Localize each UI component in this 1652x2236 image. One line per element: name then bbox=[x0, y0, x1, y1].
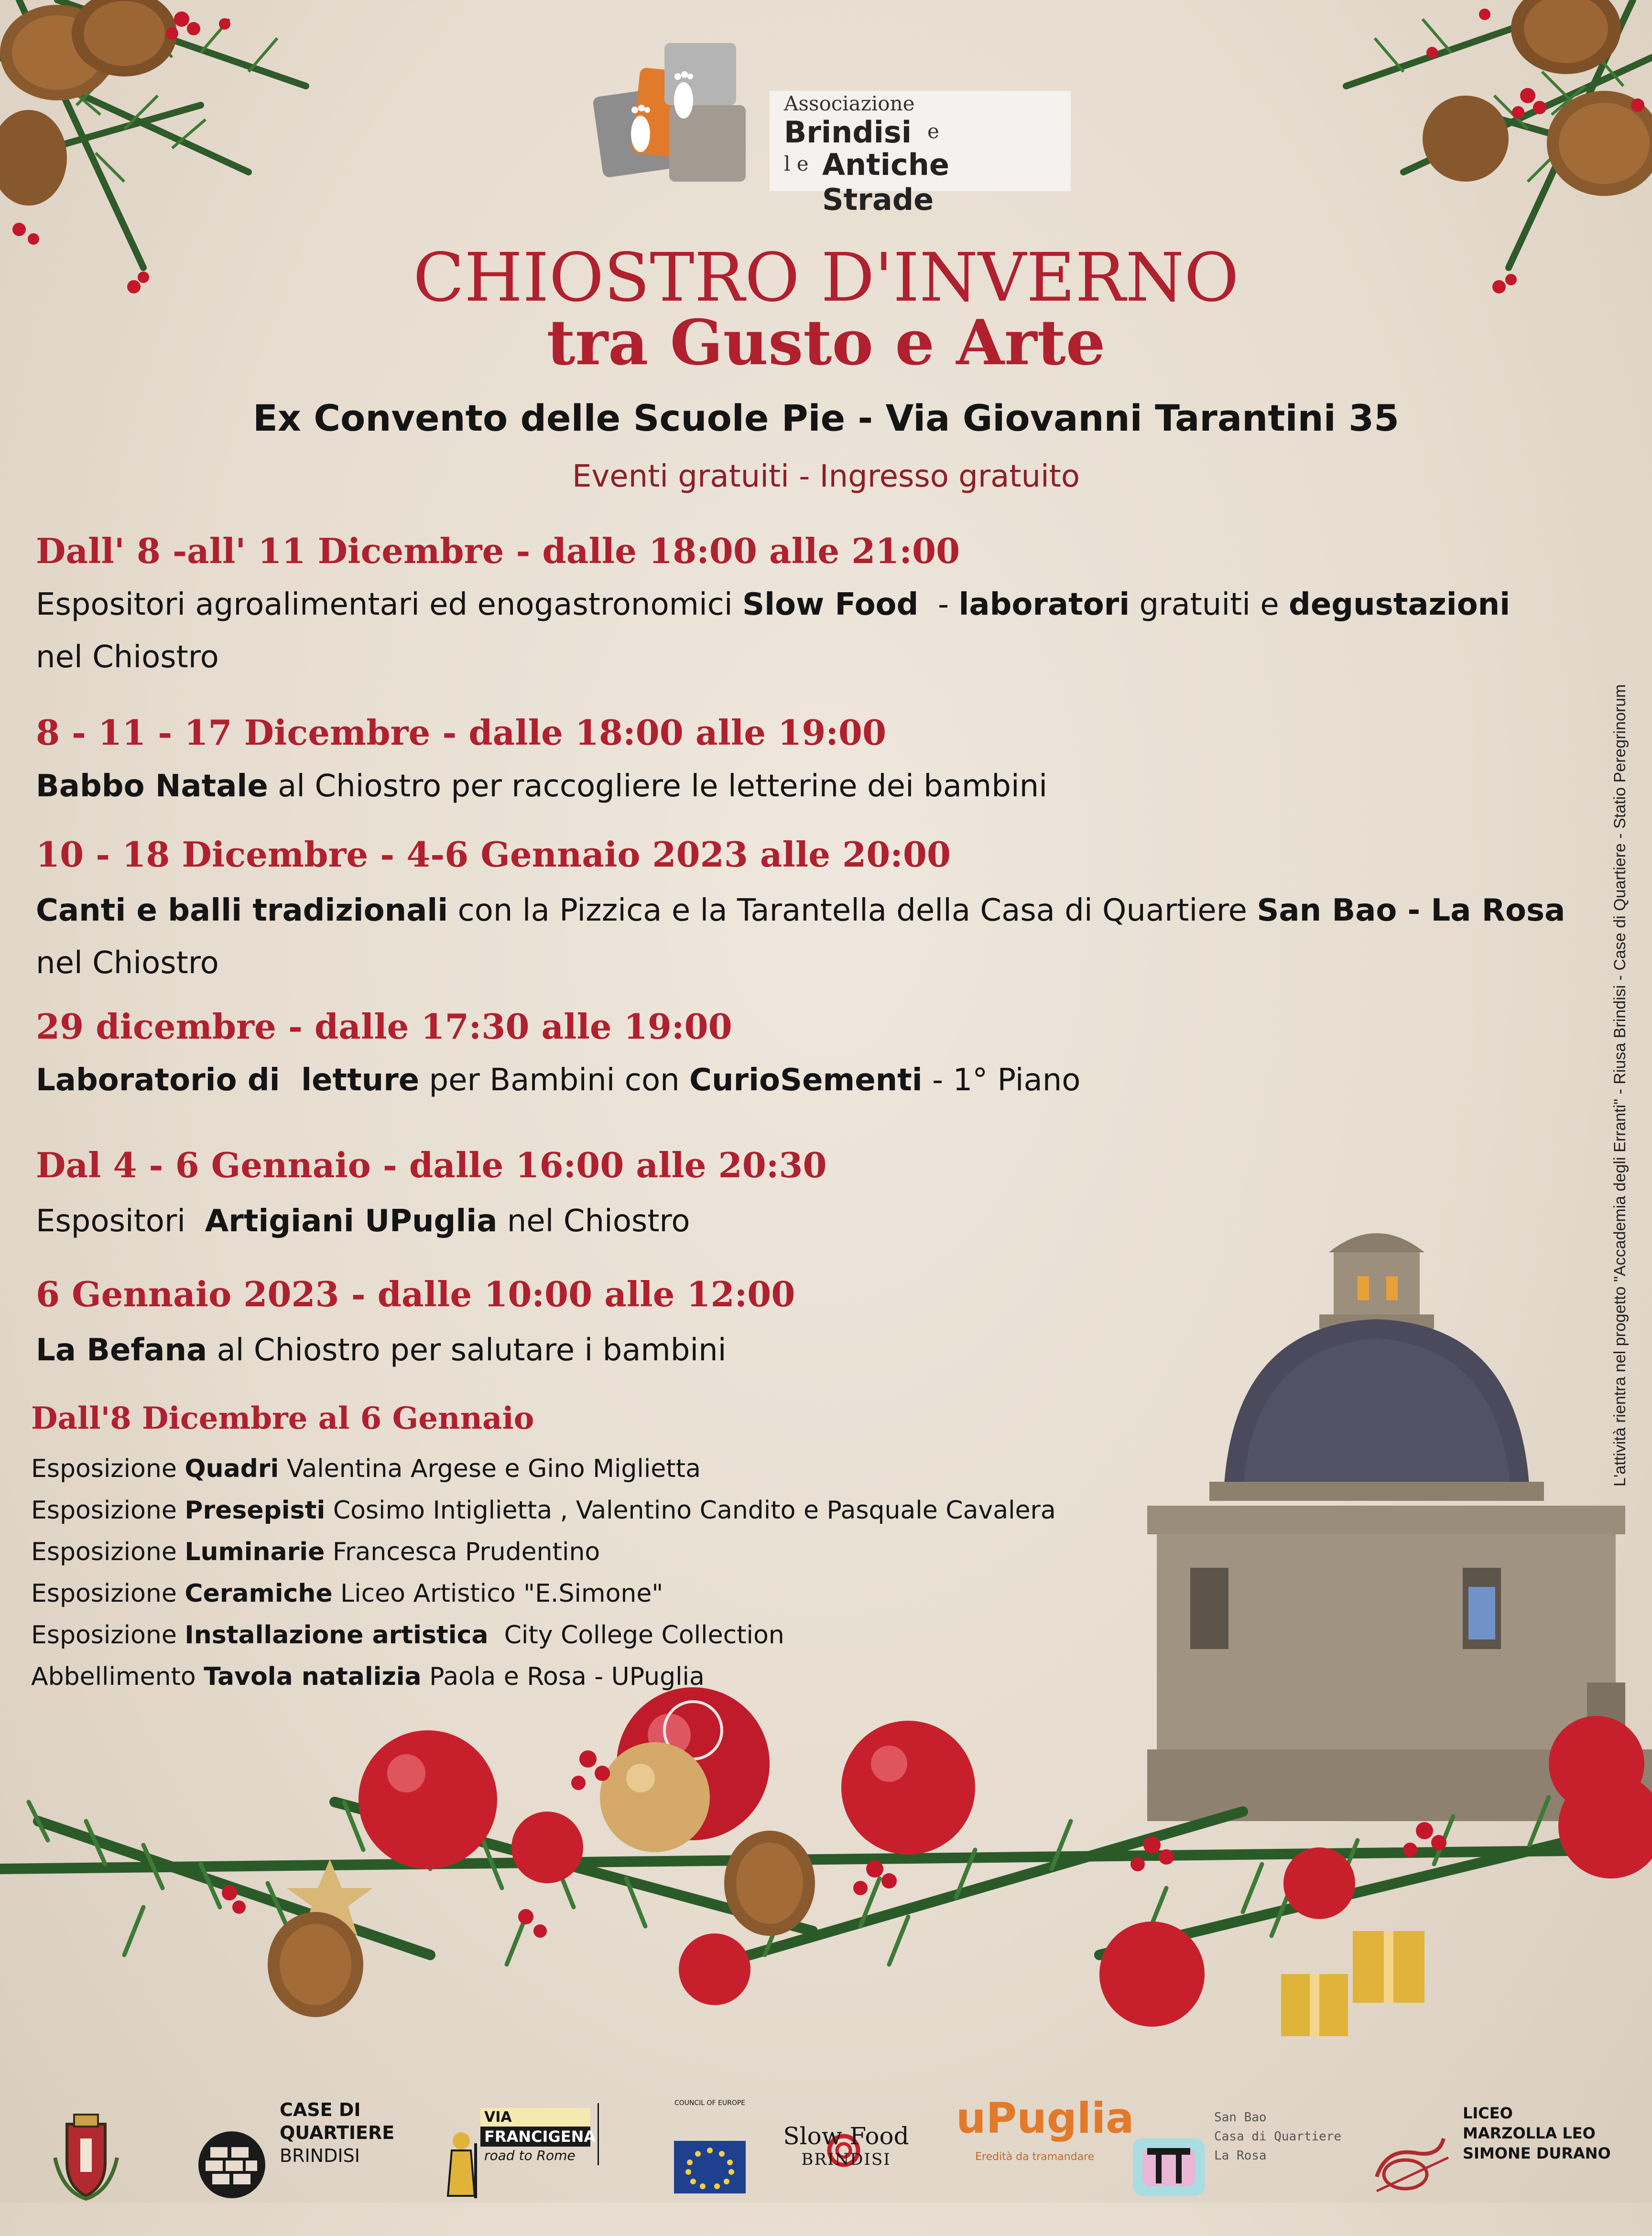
upuglia-tagline: Eredità da tramandare bbox=[975, 2151, 1095, 2163]
sponsor-logos-bar bbox=[0, 2070, 1652, 2203]
logo-antiche-strade-text: Antiche Strade bbox=[822, 147, 949, 217]
event-4-line-1 bbox=[36, 1059, 1080, 1102]
francigena-line-3: road to Rome bbox=[484, 2148, 576, 2163]
case-di-quartiere-logo-icon bbox=[196, 2098, 268, 2231]
bold-segment: Laboratorio di letture bbox=[36, 1063, 420, 1098]
text-segment: Espositori agroalimentari ed enogastronomici bbox=[36, 587, 743, 622]
council-of-europe-flag-icon bbox=[674, 2103, 746, 2236]
san-bao-text bbox=[1214, 2108, 1341, 2165]
project-side-note: L'attività rientra nel progetto "Accademia degli Erranti" - Riusa Brindisi - Case di Quartiere - Statio Peregrinorum bbox=[1611, 684, 1629, 1487]
event-2-line-1 bbox=[36, 765, 1047, 808]
bold-segment: CurioSementi bbox=[689, 1063, 923, 1098]
event-1-line-1 bbox=[36, 583, 1510, 626]
event-2-date: 8 - 11 - 17 Dicembre - dalle 18:00 alle 19:00 bbox=[36, 712, 887, 753]
text-segment: al Chiostro per raccogliere le letterine dei bambini bbox=[268, 769, 1047, 804]
sanbao-line-1: San Bao bbox=[1214, 2110, 1267, 2125]
event-3-line-2 bbox=[36, 942, 219, 985]
bold-segment: Installazione artistica bbox=[185, 1621, 489, 1650]
text-segment: nel Chiostro bbox=[36, 640, 219, 675]
event-5-line-1 bbox=[36, 1200, 690, 1243]
bold-segment: Canti e balli tradizionali bbox=[36, 893, 448, 928]
text-segment: Abbellimento bbox=[31, 1662, 204, 1691]
text-segment: - 1° Piano bbox=[922, 1063, 1081, 1098]
liceo-line-1: LICEO bbox=[1463, 2104, 1513, 2122]
bold-segment: Luminarie bbox=[185, 1538, 325, 1566]
logo-prefix-text: l e bbox=[784, 152, 809, 175]
title-line-1: CHIOSTRO D'INVERNO bbox=[413, 239, 1239, 317]
event-1-line-2 bbox=[36, 636, 219, 679]
text-segment: per Bambini con bbox=[419, 1063, 689, 1098]
cultural-route-note-box bbox=[598, 2103, 666, 2165]
bold-segment: degustazioni bbox=[1289, 587, 1511, 622]
exhibition-item bbox=[31, 1531, 1056, 1573]
text-segment: Esposizione bbox=[31, 1496, 185, 1525]
text-segment: Esposizione bbox=[31, 1579, 185, 1608]
footprint-mark-icon bbox=[583, 38, 774, 196]
text-segment: Francesca Prudentino bbox=[325, 1538, 600, 1566]
event-4-date: 29 dicembre - dalle 17:30 alle 19:00 bbox=[36, 1006, 732, 1047]
text-segment: Esposizione bbox=[31, 1538, 185, 1566]
bold-segment: Tavola natalizia bbox=[204, 1662, 422, 1691]
san-bao-logo-icon bbox=[1128, 2098, 1209, 2231]
slowfood-line-2: BRINDISI bbox=[801, 2150, 891, 2169]
text-segment: Cosimo Intiglietta , Valentino Candito e Pasquale Cavalera bbox=[325, 1496, 1056, 1525]
text-segment: Esposizione bbox=[31, 1621, 185, 1650]
bold-segment: Ceramiche bbox=[185, 1579, 333, 1608]
case-line-3: BRINDISI bbox=[280, 2145, 360, 2166]
event-3-date: 10 - 18 Dicembre - 4-6 Gennaio 2023 alle 20:00 bbox=[36, 834, 951, 875]
christmas-garland-decoration bbox=[0, 1620, 1652, 2051]
logo-small-text: Associazione bbox=[784, 92, 915, 115]
text-segment: Esposizione bbox=[31, 1454, 185, 1483]
bold-segment: laboratori bbox=[958, 587, 1130, 622]
text-segment: nel Chiostro bbox=[36, 945, 219, 981]
event-5-date: Dal 4 - 6 Gennaio - dalle 16:00 alle 20:30 bbox=[36, 1145, 827, 1185]
bold-segment: Babbo Natale bbox=[36, 769, 268, 804]
liceo-line-2: MARZOLLA LEO bbox=[1463, 2124, 1596, 2142]
text-segment: Paola e Rosa - UPuglia bbox=[421, 1662, 705, 1691]
case-line-2: QUARTIERE bbox=[280, 2122, 395, 2143]
bold-segment: Presepisti bbox=[185, 1496, 326, 1525]
bold-segment: La Befana bbox=[36, 1333, 207, 1368]
sanbao-line-2: Casa di Quartiere bbox=[1214, 2129, 1342, 2144]
exhibition-item bbox=[31, 1448, 1056, 1490]
comune-brindisi-crest-icon bbox=[48, 2089, 124, 2222]
logo-conjunction-text: e bbox=[927, 119, 939, 143]
bold-segment: Artigiani UPuglia bbox=[205, 1204, 498, 1239]
liceo-violin-logo-icon bbox=[1367, 2098, 1453, 2231]
text-segment: al Chiostro per salutare i bambini bbox=[207, 1333, 727, 1368]
council-of-europe-text: COUNCIL OF EUROPE bbox=[674, 2099, 746, 2107]
sanbao-line-3: La Rosa bbox=[1214, 2149, 1267, 2163]
case-line-1: CASE DI bbox=[280, 2099, 361, 2120]
text-segment: City College Collection bbox=[488, 1621, 784, 1650]
logo-brindisi-text: Brindisi bbox=[784, 115, 912, 150]
via-francigena-logo bbox=[480, 2108, 596, 2164]
title-line-2: tra Gusto e Arte bbox=[546, 306, 1106, 379]
venue-address: Ex Convento delle Scuole Pie - Via Giovanni Tarantini 35 bbox=[252, 397, 1400, 439]
text-segment: Liceo Artistico "E.Simone" bbox=[332, 1579, 663, 1608]
upuglia-logo-text: uPuglia bbox=[956, 2094, 1134, 2143]
bold-segment: San Bao - La Rosa bbox=[1257, 893, 1565, 928]
text-segment: - bbox=[918, 587, 959, 622]
francigena-line-1: VIA bbox=[480, 2108, 590, 2127]
exhibition-item bbox=[31, 1490, 1056, 1531]
text-segment: con la Pizzica e la Tarantella della Casa di Quartiere bbox=[448, 893, 1257, 928]
text-segment: nel Chiostro bbox=[497, 1204, 690, 1239]
bold-segment: Quadri bbox=[185, 1454, 279, 1483]
case-di-quartiere-text bbox=[280, 2098, 394, 2167]
text-segment: gratuiti e bbox=[1130, 587, 1289, 622]
event-6-line-1 bbox=[36, 1329, 727, 1372]
liceo-line-3: SIMONE DURANO bbox=[1463, 2144, 1611, 2162]
text-segment: Espositori bbox=[36, 1204, 205, 1239]
event-3-line-1 bbox=[36, 889, 1565, 932]
slowfood-line-1: Slow Food bbox=[783, 2122, 909, 2150]
liceo-text bbox=[1463, 2103, 1611, 2163]
pilgrim-icon bbox=[442, 2098, 480, 2231]
event-1-date: Dall' 8 -all' 11 Dicembre - dalle 18:00 alle 21:00 bbox=[36, 531, 960, 571]
free-entry-note: Eventi gratuiti - Ingresso gratuito bbox=[572, 459, 1080, 494]
exhibitions-heading: Dall'8 Dicembre al 6 Gennaio bbox=[31, 1400, 534, 1436]
exhibition-item bbox=[31, 1573, 1056, 1615]
association-logo bbox=[583, 38, 1071, 217]
slow-food-logo-text bbox=[779, 2122, 913, 2169]
bold-segment: Slow Food bbox=[742, 587, 919, 622]
text-segment: Valentina Argese e Gino Miglietta bbox=[279, 1454, 701, 1483]
event-6-date: 6 Gennaio 2023 - dalle 10:00 alle 12:00 bbox=[36, 1274, 795, 1314]
francigena-line-2: FRANCIGENA bbox=[480, 2127, 590, 2147]
